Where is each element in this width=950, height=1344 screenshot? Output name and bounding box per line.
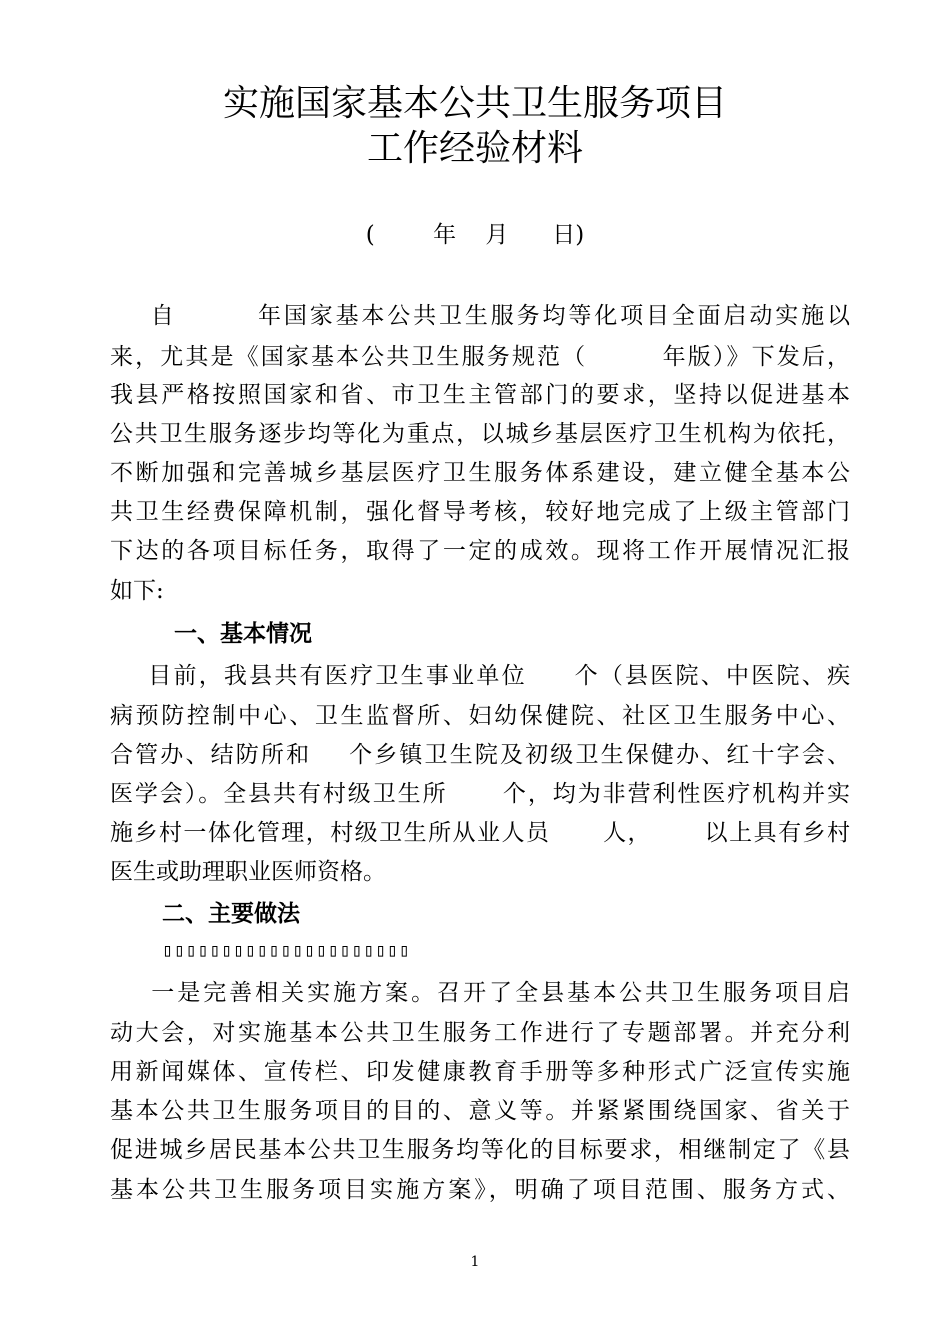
paragraph-line: 自 年国家基本公共卫生服务均等化项目全面启动实施以 (110, 303, 850, 329)
garbled-text-line: ▯▯▯▯▯▯▯▯▯▯▯▯▯▯▯▯▯▯▯▯▯ (162, 940, 411, 961)
paragraph-line: 基本公共卫生服务项目的目的、意义等。并紧紧围绕国家、省关于 (110, 1098, 850, 1124)
section-heading-basic-situation: 一、基本情况 (174, 621, 312, 647)
paragraph-line: 一是完善相关实施方案。召开了全县基本公共卫生服务项目启 (110, 980, 850, 1006)
paragraph-line: 用新闻媒体、宣传栏、印发健康教育手册等多种形式广泛宣传实施 (110, 1059, 850, 1085)
section-heading-main-practices: 二、主要做法 (162, 901, 300, 927)
paragraph-line: 我县严格按照国家和省、市卫生主管部门的要求，坚持以促进基本 (110, 382, 850, 408)
paragraph-line: 施乡村一体化管理，村级卫生所从业人员 人， 以上具有乡村 (110, 820, 850, 846)
page-number: 1 (470, 1254, 480, 1270)
paragraph-line: 病预防控制中心、卫生监督所、妇幼保健院、社区卫生服务中心、 (110, 703, 850, 729)
paragraph-line: 下达的各项目标任务，取得了一定的成效。现将工作开展情况汇报 (110, 538, 850, 564)
paragraph-line: 合管办、结防所和 个乡镇卫生院及初级卫生保健办、红十字会、 (110, 742, 850, 768)
paragraph-line: 共卫生经费保障机制，强化督导考核，较好地完成了上级主管部门 (110, 499, 850, 525)
paragraph-line: 动大会，对实施基本公共卫生服务工作进行了专题部署。并充分利 (110, 1020, 850, 1046)
document-title-line-2: 工作经验材料 (366, 128, 583, 169)
paragraph-line: 基本公共卫生服务项目实施方案》，明确了项目范围、服务方式、 (110, 1177, 850, 1203)
paragraph-line: 医生或助理职业医师资格。 (110, 859, 386, 885)
paragraph-line: 促进城乡居民基本公共卫生服务均等化的目标要求，相继制定了《县 (110, 1137, 850, 1163)
date-line: ( 年 月 日) (365, 222, 585, 248)
paragraph-line: 来，尤其是《国家基本公共卫生服务规范（ 年版）》下发后， (110, 344, 850, 370)
document-title-line-1: 实施国家基本公共卫生服务项目 (222, 83, 727, 124)
paragraph-line: 医学会）。全县共有村级卫生所 个，均为非营利性医疗机构并实 (110, 781, 850, 807)
paragraph-line: 不断加强和完善城乡基层医疗卫生服务体系建设，建立健全基本公 (110, 460, 850, 486)
paragraph-line: 公共卫生服务逐步均等化为重点，以城乡基层医疗卫生机构为依托， (110, 421, 850, 447)
paragraph-line: 如下: (110, 578, 164, 604)
paragraph-line: 目前，我县共有医疗卫生事业单位 个（县医院、中医院、疾 (110, 663, 850, 689)
